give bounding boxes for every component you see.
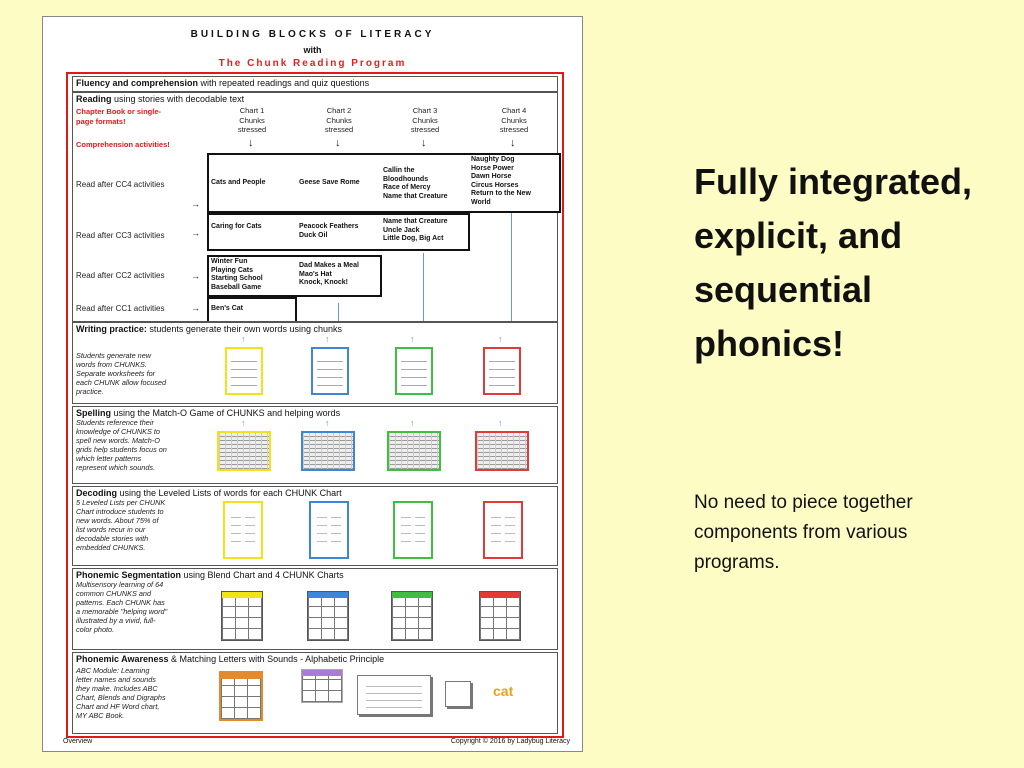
connector-line <box>423 253 424 321</box>
up-arrow-icon: ↑ <box>325 418 330 428</box>
awareness-section <box>72 652 558 734</box>
slide-subtext: No need to piece together components from various programs. <box>694 492 913 573</box>
chart-3-header: Chart 3 Chunks stressed <box>410 106 440 134</box>
story-title: Cats and People <box>211 179 266 186</box>
comprehension-note: Comprehension activities! <box>76 140 170 149</box>
decoding-section <box>72 486 558 566</box>
spelling-description: Students reference their knowledge of CHUNKS to spell new words. Match-O grids help students focus on which letter patterns represent which sounds. <box>76 418 167 472</box>
row-label-cc4: Read after CC4 activities <box>76 180 165 189</box>
match-o-grid-red <box>475 431 529 471</box>
chart-2-header: Chart 2 Chunks stressed <box>324 106 354 134</box>
doc-title: BUILDING BLOCKS OF LITERACY <box>190 29 435 40</box>
leveled-list-red <box>483 501 523 559</box>
spelling-title: Spelling using the Match-O Game of CHUNKS and helping words <box>76 408 341 418</box>
reading-title: Reading using stories with decodable text <box>76 94 245 104</box>
writing-description: Students generate new words from CHUNKS. Separate worksheets for each CHUNK allow focused practice. <box>76 351 167 396</box>
segmentation-section <box>72 568 558 650</box>
red-frame <box>66 72 564 738</box>
chunk-chart-3 <box>391 591 433 641</box>
blends-digraphs-chart <box>301 669 343 703</box>
match-o-grid-yellow <box>217 431 271 471</box>
right-arrow-icon: → <box>191 199 200 209</box>
leveled-list-green <box>393 501 433 559</box>
story-title: Caring for Cats <box>211 223 262 230</box>
story-title: Geese Save Rome <box>299 179 360 186</box>
worksheet-thumbnail-green <box>395 347 433 395</box>
decoding-description: 5 Leveled Lists per CHUNK Chart introduce students to new words. About 75% of list words recur in our decodable stories with embedded CHUNKS. <box>76 498 166 552</box>
down-arrow-icon: ↓ <box>510 137 516 149</box>
match-o-grid-blue <box>301 431 355 471</box>
fluency-title: Fluency and comprehension with repeated readings and quiz questions <box>76 78 370 88</box>
cat-word: cat <box>493 683 514 699</box>
awareness-title: Phonemic Awareness & Matching Letters with Sounds - Alphabetic Principle <box>76 654 385 664</box>
story-list: Callin the Bloodhounds Race of Mercy Name that Creature <box>383 167 448 200</box>
worksheet-thumbnail-yellow <box>225 347 263 395</box>
match-o-grid-green <box>387 431 441 471</box>
leveled-list-yellow <box>223 501 263 559</box>
worksheet-thumbnail-blue <box>311 347 349 395</box>
segmentation-title: Phonemic Segmentation using Blend Chart and 4 CHUNK Charts <box>76 570 344 580</box>
story-list: Name that Creature Uncle Jack Little Dog, Big Act <box>383 218 448 242</box>
slide-headline: Fully integrated, explicit, and sequential phonics! <box>694 161 973 364</box>
reading-section <box>72 92 558 322</box>
story-list: Peacock Feathers Duck Oil <box>299 223 359 239</box>
right-arrow-icon: → <box>191 271 200 281</box>
up-arrow-icon: ↑ <box>498 334 503 344</box>
cc4-stories-box <box>207 153 561 213</box>
down-arrow-icon: ↓ <box>335 137 341 149</box>
chunk-chart-1 <box>221 591 263 641</box>
chunk-chart-2 <box>307 591 349 641</box>
doc-program-name: The Chunk Reading Program <box>218 58 407 69</box>
up-arrow-icon: ↑ <box>498 418 503 428</box>
story-title: Ben's Cat <box>211 305 244 312</box>
down-arrow-icon: ↓ <box>421 137 427 149</box>
formats-note: Chapter Book or single-page formats! <box>76 107 162 126</box>
row-label-cc3: Read after CC3 activities <box>76 231 165 240</box>
writing-title: Writing practice: students generate their own words using chunks <box>76 324 342 334</box>
story-list: Dad Makes a Meal Mao's Hat Knock, Knock! <box>299 262 359 286</box>
abc-chart <box>219 671 263 721</box>
leveled-list-blue <box>309 501 349 559</box>
right-arrow-icon: → <box>191 303 200 313</box>
up-arrow-icon: ↑ <box>325 334 330 344</box>
right-arrow-icon: → <box>191 228 200 238</box>
hf-word-chart <box>357 675 431 715</box>
footer-copyright: Copyright © 2016 by Ladybug Literacy <box>450 738 570 745</box>
cc2-stories-box <box>207 255 382 297</box>
connector-line <box>511 213 512 321</box>
story-list: Naughty Dog Horse Power Dawn Horse Circus Horses Return to the New World <box>471 156 531 206</box>
up-arrow-icon: ↑ <box>410 334 415 344</box>
chart-4-header: Chart 4 Chunks stressed <box>499 106 529 134</box>
cc1-stories-box <box>207 297 297 321</box>
footer-left: Overview <box>63 738 93 745</box>
connector-line <box>338 303 339 321</box>
row-label-cc1: Read after CC1 activities <box>76 304 165 313</box>
chunk-chart-4 <box>479 591 521 641</box>
awareness-description: ABC Module: Learning letter names and sounds they make. Includes ABC Chart, Blends and Digraphs Chart and HF Word chart, MY ABC Book. <box>76 666 166 720</box>
segmentation-description: Multisensory learning of 64 common CHUNKS and patterns. Each CHUNK has a memorable "helping word" illustrated by a vivid, full- color photo. <box>76 580 168 634</box>
my-abc-book <box>445 681 471 707</box>
up-arrow-icon: ↑ <box>241 334 246 344</box>
chart-1-header: Chart 1 Chunks stressed <box>237 106 267 134</box>
spelling-section <box>72 406 558 484</box>
doc-title-with: with <box>303 45 322 55</box>
overview-document <box>42 16 583 752</box>
decoding-title: Decoding using the Leveled Lists of words for each CHUNK Chart <box>76 488 342 498</box>
up-arrow-icon: ↑ <box>410 418 415 428</box>
cc3-stories-box <box>207 213 470 251</box>
fluency-section <box>72 76 558 92</box>
up-arrow-icon: ↑ <box>241 418 246 428</box>
story-list: Winter Fun Playing Cats Starting School Baseball Game <box>211 258 263 291</box>
writing-section <box>72 322 558 404</box>
worksheet-thumbnail-red <box>483 347 521 395</box>
row-label-cc2: Read after CC2 activities <box>76 271 165 280</box>
down-arrow-icon: ↓ <box>248 137 254 149</box>
